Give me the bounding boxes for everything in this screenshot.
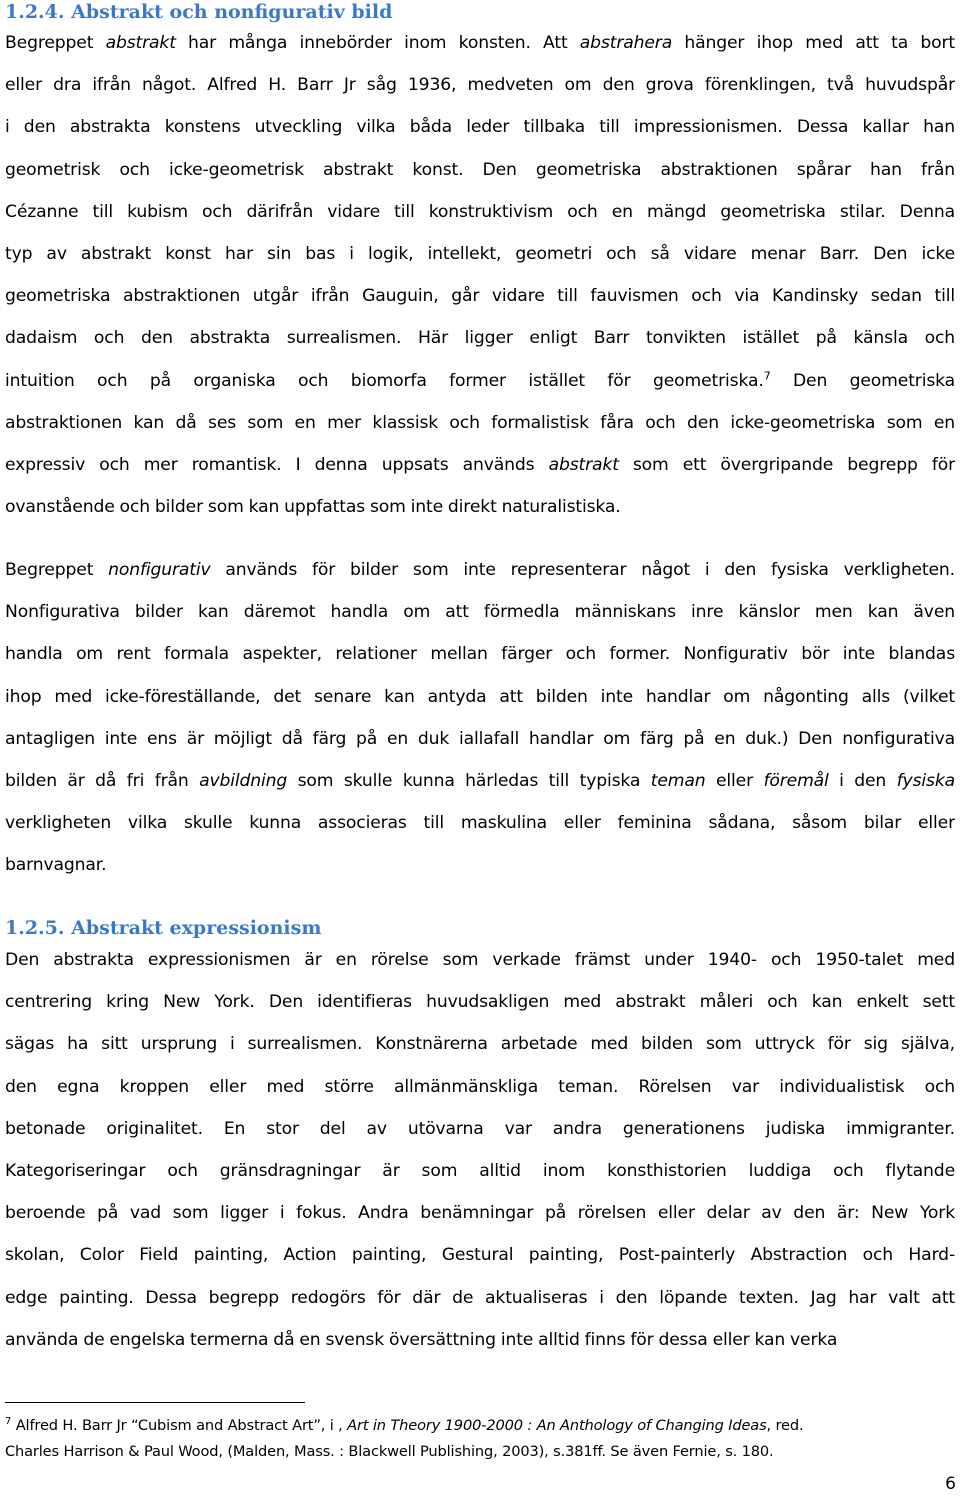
text-run: som skulle kunna härledas till typiska xyxy=(287,771,651,792)
text-run: beroende på vad som ligger i fokus. Andra benämningar på rörelsen eller delar av den är: New York xyxy=(5,1203,955,1224)
text-run: sägas ha sitt ursprung i surrealismen. Konstnärerna arbetade med bilden som uttryck för sig själva, xyxy=(5,1034,955,1055)
text-line xyxy=(5,1108,955,1150)
italic-term: fysiska xyxy=(896,771,955,792)
text-run: abstraktionen kan då ses som en mer klassisk och formalistisk fåra och den icke-geometriska som en xyxy=(5,412,955,433)
text-run: intuition och på organiska och biomorfa former istället för geometriska. xyxy=(5,370,764,391)
text-line xyxy=(5,1192,955,1234)
text-run: den egna kroppen eller med större allmänmänskliga teman. Rörelsen var individualistisk och xyxy=(5,1076,955,1097)
text-line xyxy=(5,106,955,148)
text-run: som ett övergripande begrepp för xyxy=(618,455,955,476)
text-run: Cézanne till kubism och därifrån vidare till konstruktivism och en mängd geometriska stilar. Denna xyxy=(5,201,955,222)
text-run: Charles Harrison & Paul Wood, (Malden, Mass. : Blackwell Publishing, 2003), s.381ff. Se även Fernie, s. 180. xyxy=(5,1443,774,1460)
text-run: Begreppet xyxy=(5,560,109,580)
text-run: barnvagnar. xyxy=(5,855,107,876)
text-run: Den abstrakta expressionismen är en rörelse som verkade främst under 1940- och 1950-talet med xyxy=(5,950,955,970)
text-line xyxy=(5,981,955,1023)
text-run: eller xyxy=(705,771,764,792)
paragraph-abstrakt-expressionism xyxy=(5,939,955,1361)
text-line xyxy=(5,802,955,844)
text-run: i den abstrakta konstens utveckling vilka båda leder tillbaka till impressionismen. Dessa kallar han xyxy=(5,117,955,138)
text-run: , red. xyxy=(766,1417,804,1434)
text-run: använda de engelska termerna då en svensk översättning inte alltid finns för dessa eller kan verka xyxy=(5,1329,838,1350)
text-run: handla om rent formala aspekter, relationer mellan färger och former. Nonfigurativ bör inte blandas xyxy=(5,644,955,665)
text-line xyxy=(5,191,955,233)
text-line xyxy=(5,633,955,675)
text-line xyxy=(5,549,955,591)
paragraph-nonfigurativ xyxy=(5,549,955,887)
footnote-marker: 7 xyxy=(5,1416,12,1427)
text-run: antagligen inte ens är möjligt då färg på en duk iallafall handlar om färg på en duk.) Den nonfigurativa xyxy=(5,728,955,749)
text-run: skolan, Color Field painting, Action painting, Gestural painting, Post-painterly Abstraction och Hard- xyxy=(5,1245,955,1266)
text-run: centrering kring New York. Den identifieras huvudsakligen med abstrakt måleri och kan enkelt sett xyxy=(5,992,955,1013)
text-run: eller dra ifrån något. Alfred H. Barr Jr såg 1936, medveten om den grova förenklingen, två huvudspår xyxy=(5,75,955,96)
text-line xyxy=(5,1150,955,1192)
footnote-separator xyxy=(5,1402,305,1403)
italic-term: teman xyxy=(650,771,706,792)
text-run: hänger ihop med att ta bort xyxy=(672,33,955,53)
text-line xyxy=(5,360,955,402)
paragraph-abstrakt xyxy=(5,22,955,528)
text-run: geometriska abstraktionen utgår ifrån Gauguin, går vidare till fauvismen och via Kandinsky sedan till xyxy=(5,286,955,307)
text-line xyxy=(5,22,955,64)
text-line xyxy=(5,760,955,802)
text-run: i den xyxy=(828,771,897,792)
text-run: Den geometriska xyxy=(770,370,955,391)
footnote-line xyxy=(5,1439,955,1465)
text-run: Begreppet xyxy=(5,33,106,53)
text-line xyxy=(5,1066,955,1108)
text-run: geometrisk och icke-geometrisk abstrakt konst. Den geometriska abstraktionen spårar han från xyxy=(5,159,955,180)
section-number: 1.2.5. xyxy=(5,917,65,939)
italic-term: Art in Theory 1900-2000 : An Anthology of Changing Ideas xyxy=(347,1417,767,1434)
text-run: Alfred H. Barr Jr “Cubism and Abstract Art”, i , xyxy=(11,1417,348,1434)
footnote-line xyxy=(5,1413,955,1439)
text-run: Nonfigurativa bilder kan däremot handla om att förmedla människans inre känslor men kan även xyxy=(5,602,955,623)
text-run: typ av abstrakt konst har sin bas i logik, intellekt, geometri och så vidare menar Barr. Den icke xyxy=(5,244,955,265)
text-line xyxy=(5,1023,955,1065)
text-run: edge painting. Dessa begrepp redogörs för där de aktualiseras i den löpande texten. Jag har valt att xyxy=(5,1287,955,1308)
italic-term: abstrakt xyxy=(548,455,619,476)
text-run: ovanstående och bilder som kan uppfattas som inte direkt naturalistiska. xyxy=(5,497,621,518)
text-line xyxy=(5,64,955,106)
text-line xyxy=(5,939,955,981)
section-heading-1-2-4 xyxy=(5,0,392,24)
text-line xyxy=(5,676,955,718)
italic-term: abstrakt xyxy=(105,33,176,53)
text-run: verkligheten vilka skulle kunna associeras till maskulina eller feminina sådana, såsom bilar eller xyxy=(5,813,955,834)
text-line xyxy=(5,486,955,528)
text-line xyxy=(5,1319,955,1361)
text-line xyxy=(5,844,955,886)
page-number: 6 xyxy=(945,1474,956,1494)
text-line xyxy=(5,275,955,317)
text-line xyxy=(5,591,955,633)
section-heading-1-2-5 xyxy=(5,916,321,940)
text-line xyxy=(5,444,955,486)
text-line xyxy=(5,317,955,359)
text-run: dadaism och den abstrakta surrealismen. Här ligger enligt Barr tonvikten istället på känsla och xyxy=(5,328,955,349)
section-number: 1.2.4. xyxy=(5,1,65,23)
italic-term: föremål xyxy=(763,771,829,792)
italic-term: abstrahera xyxy=(579,33,673,53)
section-title: Abstrakt och nonfigurativ bild xyxy=(71,1,393,23)
section-title: Abstrakt expressionism xyxy=(71,917,322,939)
text-line xyxy=(5,402,955,444)
text-line xyxy=(5,233,955,275)
text-run: expressiv och mer romantisk. I denna uppsats används xyxy=(5,455,549,476)
text-run: bilden är då fri från xyxy=(5,771,200,792)
footnote-reference: 7 xyxy=(763,368,771,382)
text-run: ihop med icke-föreställande, det senare kan antyda att bilden inte handlar om någonting alls (vilket xyxy=(5,686,955,707)
text-run: används för bilder som inte representerar något i den fysiska verkligheten. xyxy=(210,560,955,580)
italic-term: avbildning xyxy=(199,771,288,792)
text-run: har många innebörder inom konsten. Att xyxy=(175,33,580,53)
text-run: betonade originalitet. En stor del av utövarna var andra generationens judiska immigranter. xyxy=(5,1118,955,1139)
text-line xyxy=(5,1277,955,1319)
text-line xyxy=(5,1234,955,1276)
text-run: Kategoriseringar och gränsdragningar är som alltid inom konsthistorien luddiga och flytande xyxy=(5,1161,955,1182)
italic-term: nonfigurativ xyxy=(108,560,211,580)
text-line xyxy=(5,149,955,191)
text-line xyxy=(5,718,955,760)
